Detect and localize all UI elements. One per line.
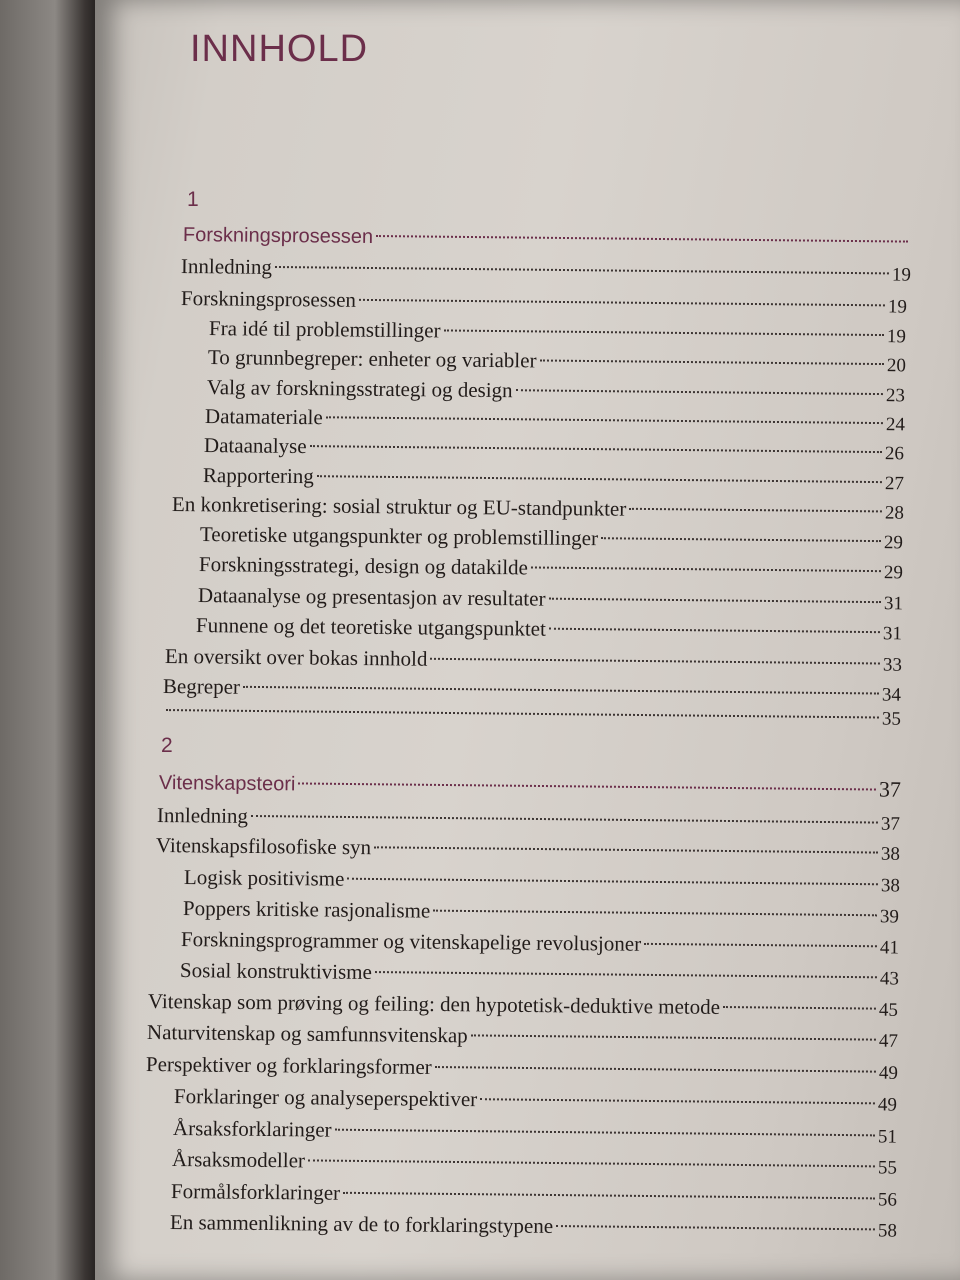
dot-leader: [430, 658, 880, 665]
chapter-heading-row: [159, 767, 901, 805]
toc-entry-page: 51: [877, 1126, 898, 1148]
toc-entry-label: Innledning: [156, 803, 249, 828]
dot-leader: [723, 1006, 876, 1010]
toc-entry-page: 37: [880, 813, 901, 835]
dot-leader: [549, 598, 881, 603]
toc-entry-page: 45: [878, 999, 899, 1021]
toc-entry-label: Sosial konstruktivisme: [179, 958, 373, 985]
dot-leader: [556, 1225, 875, 1230]
toc-entry-page: 24: [885, 414, 906, 436]
dot-leader: [549, 628, 880, 633]
toc-entry-label: Valg av forskningsstrategi og design: [206, 375, 513, 403]
toc-entry: [181, 251, 911, 289]
toc-entry-label: En oversikt over bokas innhold: [164, 644, 428, 671]
toc-entry-page: 55: [877, 1157, 898, 1179]
toc-entry-page: 19: [891, 264, 912, 286]
toc-entry-page: 41: [879, 937, 900, 959]
dot-leader: [317, 475, 882, 483]
toc-entry-label: Datamateriale: [204, 404, 323, 430]
toc-entry-page: 31: [883, 593, 904, 615]
toc-entry-page: 29: [883, 562, 904, 584]
dot-leader: [298, 782, 876, 790]
book-page: [95, 0, 960, 1280]
dot-leader: [540, 359, 884, 365]
toc-entry-page: 23: [885, 385, 906, 407]
dot-leader: [435, 1066, 876, 1073]
toc-entry-page: 49: [878, 1062, 899, 1084]
toc-entry-page: 43: [879, 968, 900, 990]
toc-entry-page: 26: [884, 443, 905, 465]
toc-entry-page: 27: [884, 473, 905, 495]
toc-entry-page: 38: [880, 875, 901, 897]
toc-entry-page: 29: [883, 532, 904, 554]
toc-entry-label: Innledning: [180, 254, 273, 279]
toc-entry-label: En sammenlikning av de to forklaringstypene: [169, 1210, 554, 1239]
toc-entry-page: 19: [887, 296, 908, 318]
dot-leader: [251, 815, 878, 824]
toc-entry-label: To grunnbegreper: enheter og variabler: [207, 345, 537, 373]
toc-entry-label: Vitenskapsfilosofiske syn: [155, 833, 372, 860]
toc-entry-label: Dataanalyse: [203, 433, 307, 459]
dot-leader: [601, 537, 881, 542]
dot-leader: [374, 846, 878, 853]
dot-leader: [310, 445, 882, 453]
dot-leader: [480, 1098, 875, 1104]
toc-entry-label: Forskningsprogrammer og vitenskapelige revolusjoner: [180, 927, 642, 956]
dot-leader: [644, 943, 877, 947]
dot-leader: [166, 709, 879, 718]
toc-entry-label: Teoretiske utgangspunkter og problemstillinger: [199, 522, 599, 551]
toc-entry-label: Forklaringer og analyseperspektiver: [173, 1084, 478, 1112]
dot-leader: [347, 878, 878, 886]
toc-entry-label: Forskningsprosessen: [180, 286, 357, 312]
toc-entry: [170, 1207, 897, 1245]
dot-leader: [335, 1129, 875, 1137]
toc-entry-page: 49: [877, 1094, 898, 1116]
dot-leader: [243, 686, 879, 695]
dot-leader: [375, 971, 877, 978]
toc-entry-page: 35: [881, 708, 902, 730]
toc-entry-page: 20: [886, 355, 907, 377]
toc-entry-label: Formålsforklaringer: [170, 1179, 341, 1205]
chapter-number: 1: [187, 188, 199, 211]
toc-entry-label: Perspektiver og forklaringsformer: [145, 1052, 432, 1079]
toc-entry-label: Årsaksmodeller: [171, 1147, 306, 1173]
dot-leader: [433, 910, 877, 917]
toc-entry-label: Forskningsstrategi, design og datakilde: [198, 552, 529, 580]
toc-entry: [174, 1081, 897, 1119]
dot-leader: [326, 416, 883, 424]
chapter-title: Forskningsprosessen: [182, 224, 374, 248]
toc-entry-label: Poppers kritiske rasjonalisme: [182, 896, 431, 923]
dot-leader: [359, 299, 885, 307]
toc-entry-label: Rapportering: [202, 463, 314, 489]
dot-leader: [343, 1192, 875, 1200]
toc-entry-page: 38: [880, 843, 901, 865]
dot-leader: [629, 508, 882, 513]
toc-entry-label: Fra idé til problemstillinger: [208, 316, 441, 343]
toc-entry-label: Logisk positivisme: [183, 865, 345, 891]
toc-entry-page: 19: [886, 326, 907, 348]
chapter-title: Vitenskapsteori: [158, 772, 296, 796]
page-title: INNHOLD: [190, 28, 369, 70]
dot-leader: [308, 1159, 875, 1167]
dot-leader: [471, 1034, 876, 1040]
toc-entry-label: Begreper: [162, 674, 241, 699]
toc-entry-page: 47: [878, 1030, 899, 1052]
toc-entry-label: Årsaksforklaringer: [172, 1116, 332, 1142]
toc-entry-page: 56: [877, 1189, 898, 1211]
toc-entry: [172, 1144, 897, 1182]
toc-entry-page: 58: [877, 1220, 898, 1242]
toc-entry-page: 31: [882, 623, 903, 645]
toc-entry-label: Naturvitenskap og samfunnsvitenskap: [146, 1020, 468, 1048]
dot-leader: [444, 329, 884, 336]
toc-entry-label: En konkretisering: sosial struktur og EU-standpunkter: [171, 492, 627, 521]
toc-entry-label: Funnene og det teoretiske utgangspunktet: [195, 613, 547, 641]
toc-entry-page: 39: [879, 906, 900, 928]
dot-leader: [275, 266, 889, 274]
toc-entry: [163, 697, 901, 735]
chapter-number: 2: [161, 734, 173, 757]
toc-entry-page: 33: [882, 654, 903, 676]
toc-entry-label: Vitenskap som prøving og feiling: den hypotetisk-deduktive metode: [147, 989, 721, 1019]
toc-entry-page: 34: [881, 684, 902, 706]
dot-leader: [376, 235, 908, 243]
dot-leader: [531, 566, 881, 572]
dot-leader: [516, 389, 883, 395]
table-of-contents: [95, 0, 960, 1280]
toc-entry-label: Dataanalyse og presentasjon av resultater: [197, 583, 546, 611]
toc-entry-page: 28: [884, 502, 905, 524]
book-spine-shadow: [0, 0, 100, 1280]
chapter-page-number: 37: [878, 776, 902, 802]
